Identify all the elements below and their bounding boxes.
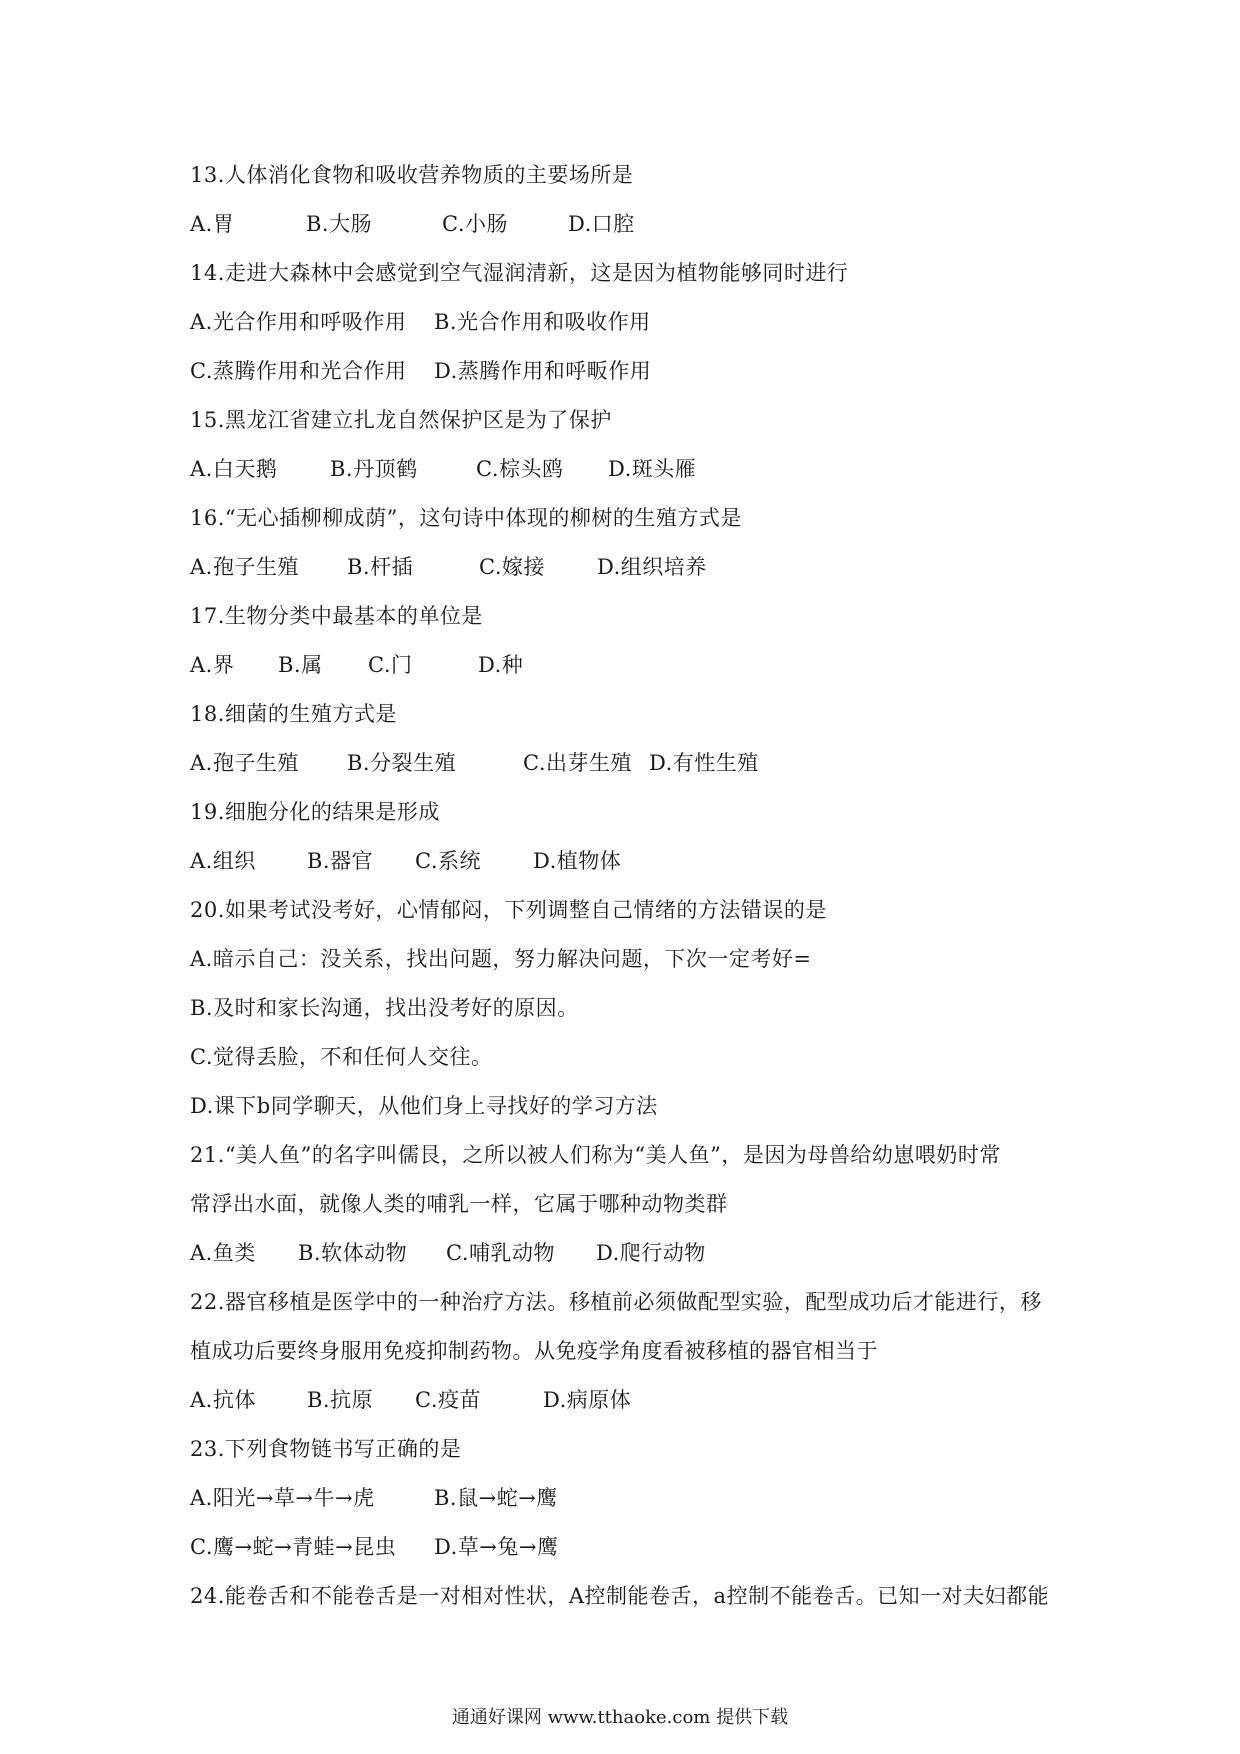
question-list	[190, 158, 1070, 1628]
question-stem-continued: 植成功后要终身服用免疫抑制药物。从免疫学角度看被移植的器官相当于	[190, 1339, 878, 1363]
answer-option: D.草→兔→鹰	[434, 1535, 559, 1559]
answer-option: D.组织培养	[597, 555, 707, 579]
answer-option: C.系统	[415, 849, 481, 873]
answer-option: C.蒸腾作用和光合作用	[190, 359, 407, 383]
answer-options-row	[190, 648, 1070, 697]
answer-options-row	[190, 942, 1070, 991]
answer-options-row	[190, 1383, 1070, 1432]
answer-option: B.大肠	[306, 212, 373, 236]
answer-option: C.小肠	[442, 212, 508, 236]
answer-option: A.阳光→草→牛→虎	[190, 1486, 375, 1510]
answer-option: A.暗示自己：没关系，找出问题，努力解决问题，下次一定考好=	[190, 947, 812, 971]
answer-options-row	[190, 746, 1070, 795]
question-stem: 18.细菌的生殖方式是	[190, 702, 397, 726]
answer-option: C.疫苗	[415, 1388, 481, 1412]
answer-option: B.软体动物	[298, 1241, 408, 1265]
answer-option: B.及时和家长沟通，找出没考好的原因。	[190, 996, 579, 1020]
question-stem: 16.“无心插柳柳成荫”，这句诗中体现的柳树的生殖方式是	[190, 506, 742, 530]
answer-option: B.鼠→蛇→鹰	[434, 1486, 558, 1510]
question-stem: 24.能卷舌和不能卷舌是一对相对性状，A控制能卷舌，a控制不能卷舌。已知一对夫妇都能	[190, 1584, 1050, 1608]
answer-option: B.器官	[307, 849, 374, 873]
answer-options-row	[190, 452, 1070, 501]
answer-option: B.属	[278, 653, 323, 677]
answer-option: C.棕头鸥	[476, 457, 564, 481]
answer-options-row	[190, 354, 1070, 403]
answer-option: A.白天鹅	[190, 457, 278, 481]
answer-options-row	[190, 1481, 1070, 1530]
question-stem: 15.黑龙江省建立扎龙自然保护区是为了保护	[190, 408, 612, 432]
answer-option: C.出芽生殖	[523, 751, 632, 775]
answer-option: B.分裂生殖	[347, 751, 457, 775]
answer-option: D.病原体	[543, 1388, 632, 1412]
answer-option: D.种	[478, 653, 524, 677]
answer-option: A.抗体	[190, 1388, 256, 1412]
answer-option: D.蒸腾作用和呼畈作用	[434, 359, 652, 383]
answer-option: C.门	[368, 653, 413, 677]
answer-options-row	[190, 1530, 1070, 1579]
answer-option: A.胃	[190, 212, 235, 236]
answer-option: D.爬行动物	[596, 1241, 706, 1265]
answer-option: B.杆插	[347, 555, 414, 579]
answer-option: D.植物体	[533, 849, 622, 873]
answer-option: A.孢子生殖	[190, 555, 299, 579]
answer-options-row	[190, 991, 1070, 1040]
answer-options-row	[190, 844, 1070, 893]
question-stem: 19.细胞分化的结果是形成	[190, 800, 440, 824]
answer-option: A.孢子生殖	[190, 751, 299, 775]
answer-options-row	[190, 550, 1070, 599]
question-stem: 13.人体消化食物和吸收营养物质的主要场所是	[190, 163, 634, 187]
answer-option: C.哺乳动物	[446, 1241, 555, 1265]
answer-option: C.嫁接	[479, 555, 545, 579]
question-stem: 21.“美人鱼”的名字叫儒艮，之所以被人们称为“美人鱼”，是因为母兽给幼崽喂奶时常	[190, 1143, 1001, 1167]
answer-options-row	[190, 1089, 1070, 1138]
question-stem: 14.走进大森林中会感觉到空气湿润清新，这是因为植物能够同时进行	[190, 261, 849, 285]
answer-option: A.光合作用和呼吸作用	[190, 310, 407, 334]
answer-option: D.课下b同学聊天，从他们身上寻找好的学习方法	[190, 1094, 658, 1118]
answer-option: C.觉得丢脸，不和任何人交往。	[190, 1045, 493, 1069]
question-stem: 22.器官移植是医学中的一种治疗方法。移植前必须做配型实验，配型成功后才能进行，移	[190, 1290, 1042, 1314]
answer-options-row	[190, 305, 1070, 354]
answer-option: B.丹顶鹤	[330, 457, 418, 481]
answer-options-row	[190, 207, 1070, 256]
answer-options-row	[190, 1040, 1070, 1089]
answer-option: A.鱼类	[190, 1241, 256, 1265]
question-stem: 17.生物分类中最基本的单位是	[190, 604, 483, 628]
page-footer: 通通好课网 www.tthaoke.com 提供下载	[451, 1707, 789, 1728]
answer-option: A.界	[190, 653, 235, 677]
answer-option: B.光合作用和吸收作用	[434, 310, 651, 334]
answer-option: C.鹰→蛇→青蛙→昆虫	[190, 1535, 397, 1559]
question-stem-continued: 常浮出水面，就像人类的哺乳一样，它属于哪种动物类群	[190, 1192, 728, 1216]
answer-options-row	[190, 1236, 1070, 1285]
answer-option: D.斑头雁	[608, 457, 697, 481]
answer-option: A.组织	[190, 849, 256, 873]
answer-option: D.有性生殖	[649, 751, 759, 775]
answer-option: B.抗原	[307, 1388, 374, 1412]
question-stem: 20.如果考试没考好，心情郁闷，下列调整自己情绪的方法错误的是	[190, 898, 827, 922]
answer-option: D.口腔	[568, 212, 635, 236]
question-stem: 23.下列食物链书写正确的是	[190, 1437, 462, 1461]
